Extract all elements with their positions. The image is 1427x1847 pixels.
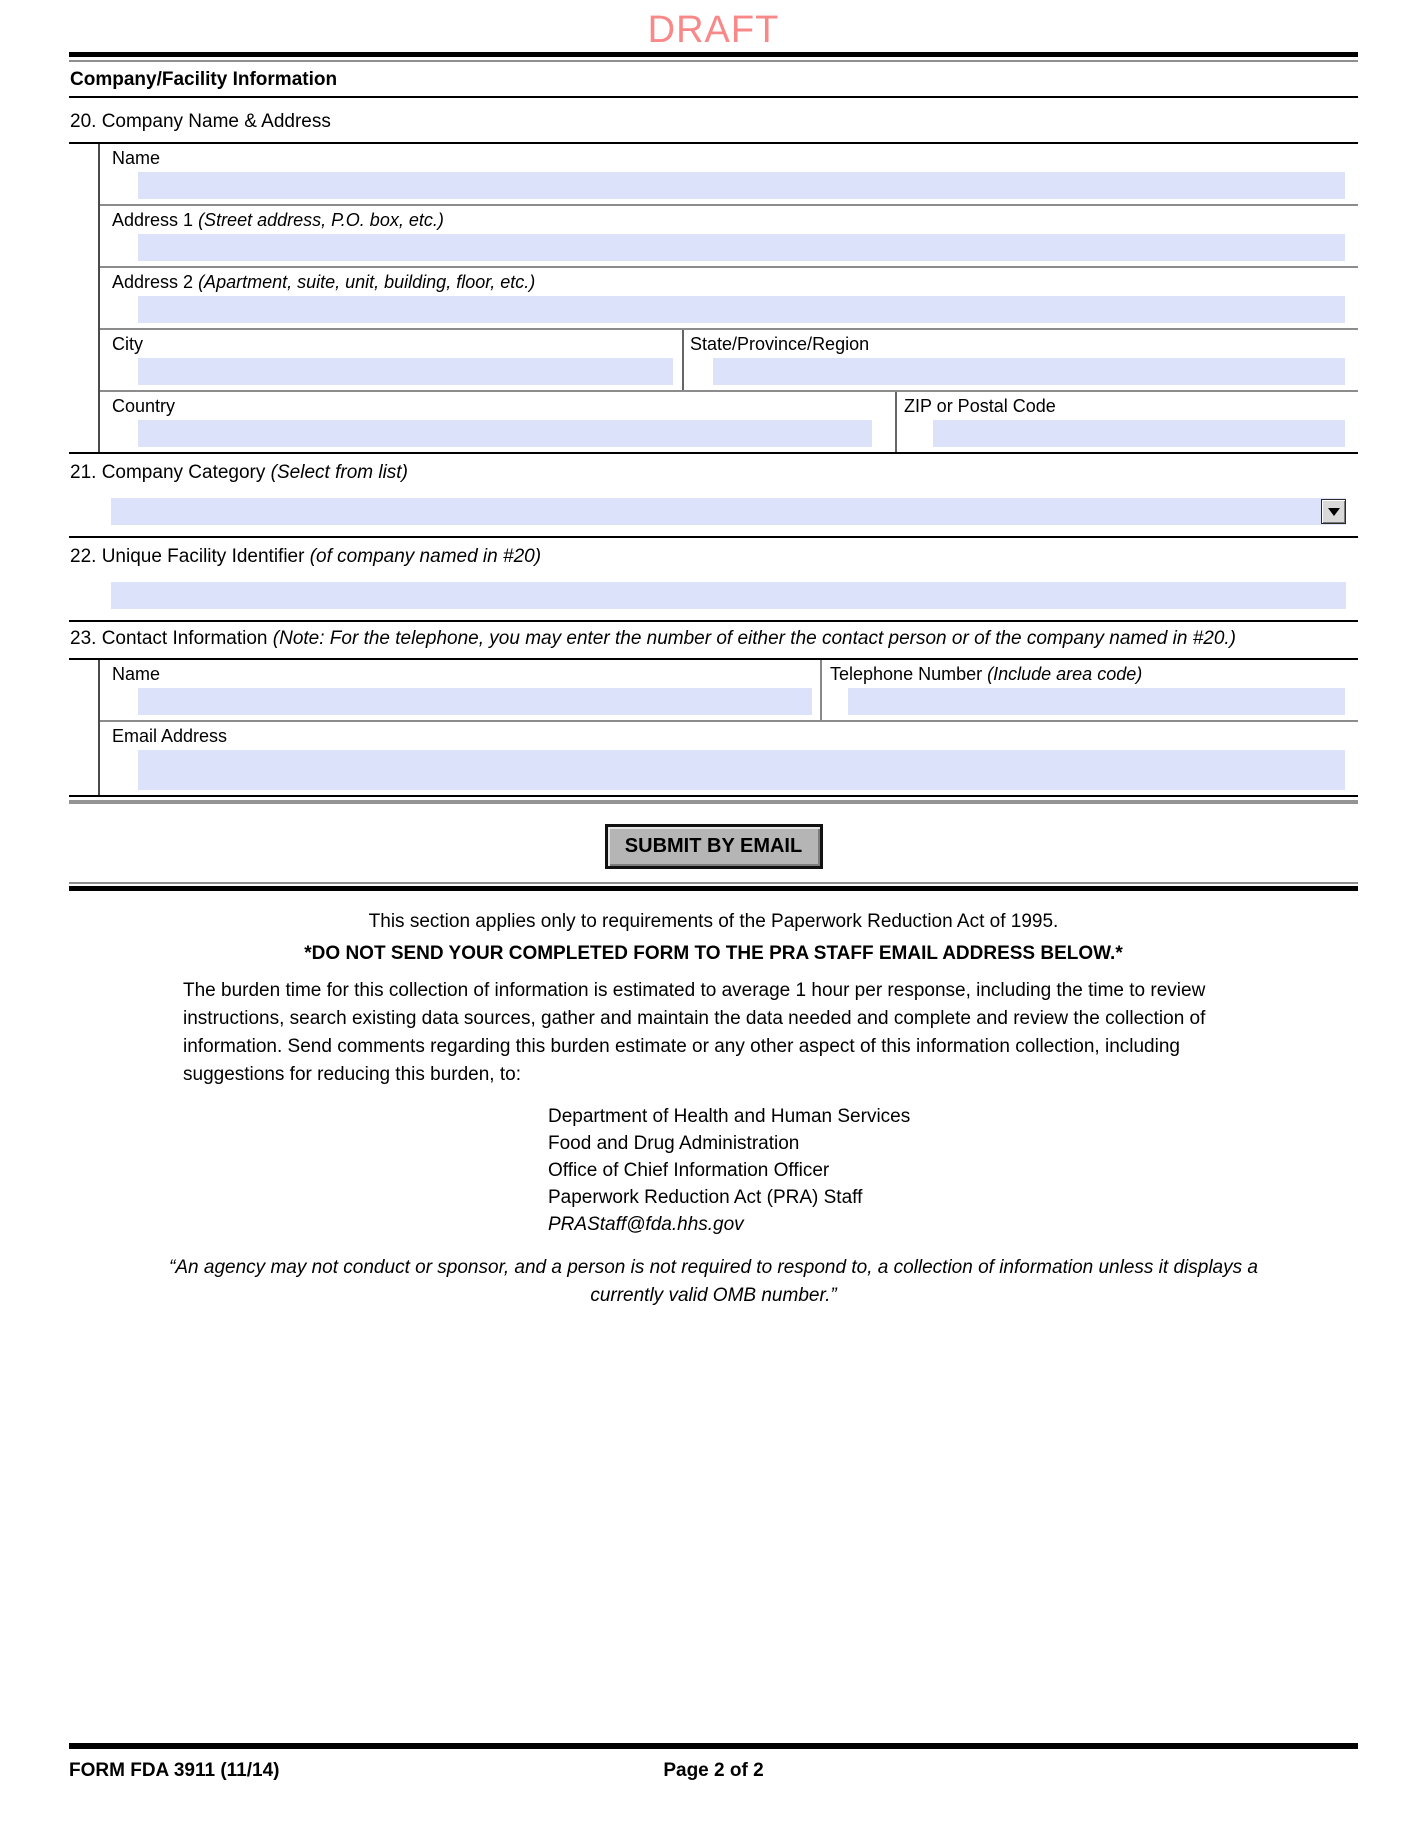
pra-address-line: Department of Health and Human Services xyxy=(548,1106,911,1127)
country-zip-row xyxy=(100,392,1358,452)
address2-input[interactable] xyxy=(138,296,1345,323)
city-cell xyxy=(100,330,684,390)
contact-info-box xyxy=(98,660,1358,795)
page-footer xyxy=(69,1743,1358,1782)
company-name-row xyxy=(100,144,1358,206)
dropdown-arrow-icon xyxy=(1328,508,1340,516)
pra-burden-paragraph: The burden time for this collection of information is estimated to average 1 hour per response, including the time to review instructions, search existing data sources, gather and maintain the data needed and complete and review the collection of information. Send comments regarding this burden estimate or any other aspect of this information collection, including suggestions for reducing this burden, to: xyxy=(183,980,1206,1085)
form-number: FORM FDA 3911 (11/14) xyxy=(69,1760,280,1781)
contact-email-label: Email Address xyxy=(112,726,228,746)
pra-address-block xyxy=(548,1103,1358,1238)
state-label: State/Province/Region xyxy=(690,334,870,354)
address1-input[interactable] xyxy=(138,234,1345,261)
unique-facility-identifier-input[interactable] xyxy=(111,582,1346,609)
zip-cell xyxy=(897,392,1358,452)
pra-warning-text: *DO NOT SEND YOUR COMPLETED FORM TO THE PRA STAFF EMAIL ADDRESS BELOW.* xyxy=(304,943,1123,964)
contact-phone-hint: (Include area code) xyxy=(987,664,1143,684)
pra-address-line: Office of Chief Information Officer xyxy=(548,1160,830,1181)
address2-hint: (Apartment, suite, unit, building, floor, etc.) xyxy=(198,272,536,292)
q21-section xyxy=(69,454,1358,538)
pra-email-address: PRAStaff@fda.hhs.gov xyxy=(548,1214,744,1235)
country-input[interactable] xyxy=(138,420,872,447)
company-category-input[interactable] xyxy=(111,498,1346,525)
company-category-select xyxy=(111,498,1346,525)
zip-label: ZIP or Postal Code xyxy=(904,396,1056,416)
contact-email-row xyxy=(100,722,1358,795)
city-label: City xyxy=(112,334,143,354)
q20-heading-text: 20. Company Name & Address xyxy=(70,111,331,132)
q22-section xyxy=(69,538,1358,622)
q23-hint: (Note: For the telephone, you may enter the number of either the contact person or of the company named in #20.) xyxy=(272,628,1237,649)
address1-label: Address 1 (Street address, P.O. box, etc.) xyxy=(112,210,444,230)
address1-hint: (Street address, P.O. box, etc.) xyxy=(198,210,444,230)
country-cell xyxy=(100,392,897,452)
contact-email-input[interactable] xyxy=(138,750,1345,790)
contact-phone-input[interactable] xyxy=(848,688,1345,715)
q21-heading: 21. Company Category (Select from list) xyxy=(70,462,408,483)
contact-name-cell xyxy=(100,660,822,720)
contact-name-phone-row xyxy=(100,660,1358,722)
q21-hint: (Select from list) xyxy=(270,462,408,483)
contact-phone-label: Telephone Number (Include area code) xyxy=(830,664,1143,684)
country-label: Country xyxy=(112,396,176,416)
state-cell xyxy=(684,330,1358,390)
contact-phone-cell xyxy=(822,660,1358,720)
pra-address-line: Food and Drug Administration xyxy=(548,1133,800,1154)
state-input[interactable] xyxy=(713,358,1345,385)
section-header: Company/Facility Information xyxy=(69,62,1358,98)
contact-name-label: Name xyxy=(112,664,161,684)
zip-input[interactable] xyxy=(933,420,1345,447)
q20-heading xyxy=(69,98,1358,144)
contact-name-input[interactable] xyxy=(138,688,812,715)
footer-rule xyxy=(69,1743,1358,1749)
draft-watermark: DRAFT xyxy=(647,9,780,51)
pra-omb-quote: “An agency may not conduct or sponsor, and a person is not required to respond to, a collection of information unless it displays a currently valid OMB number.” xyxy=(169,1257,1258,1306)
ufi-field-wrap xyxy=(111,582,1346,609)
pra-intro-text: This section applies only to requirements of the Paperwork Reduction Act of 1995. xyxy=(368,911,1059,932)
footer-spacer xyxy=(928,1760,1358,1782)
city-state-row xyxy=(100,330,1358,392)
address2-row xyxy=(100,268,1358,330)
company-name-input[interactable] xyxy=(138,172,1345,199)
pra-address-line: Paperwork Reduction Act (PRA) Staff xyxy=(548,1187,863,1208)
company-address-box xyxy=(98,144,1358,452)
q22-heading: 22. Unique Facility Identifier (of company named in #20) xyxy=(70,546,542,567)
q22-hint: (of company named in #20) xyxy=(309,546,542,567)
page-number: Page 2 of 2 xyxy=(663,1760,764,1781)
address2-label: Address 2 (Apartment, suite, unit, building, floor, etc.) xyxy=(112,272,536,292)
address1-row xyxy=(100,206,1358,268)
q23-heading: 23. Contact Information (Note: For the telephone, you may enter the number of either the contact person or of the company named in #20.) xyxy=(69,622,1358,660)
city-input[interactable] xyxy=(138,358,673,385)
company-category-dropdown-button[interactable] xyxy=(1321,499,1346,524)
company-name-label: Name xyxy=(112,148,161,168)
q23-bottom-rule-gray xyxy=(69,800,1358,804)
pra-top-rule-thick xyxy=(69,886,1358,891)
submit-by-email-button[interactable]: SUBMIT BY EMAIL xyxy=(605,824,823,869)
